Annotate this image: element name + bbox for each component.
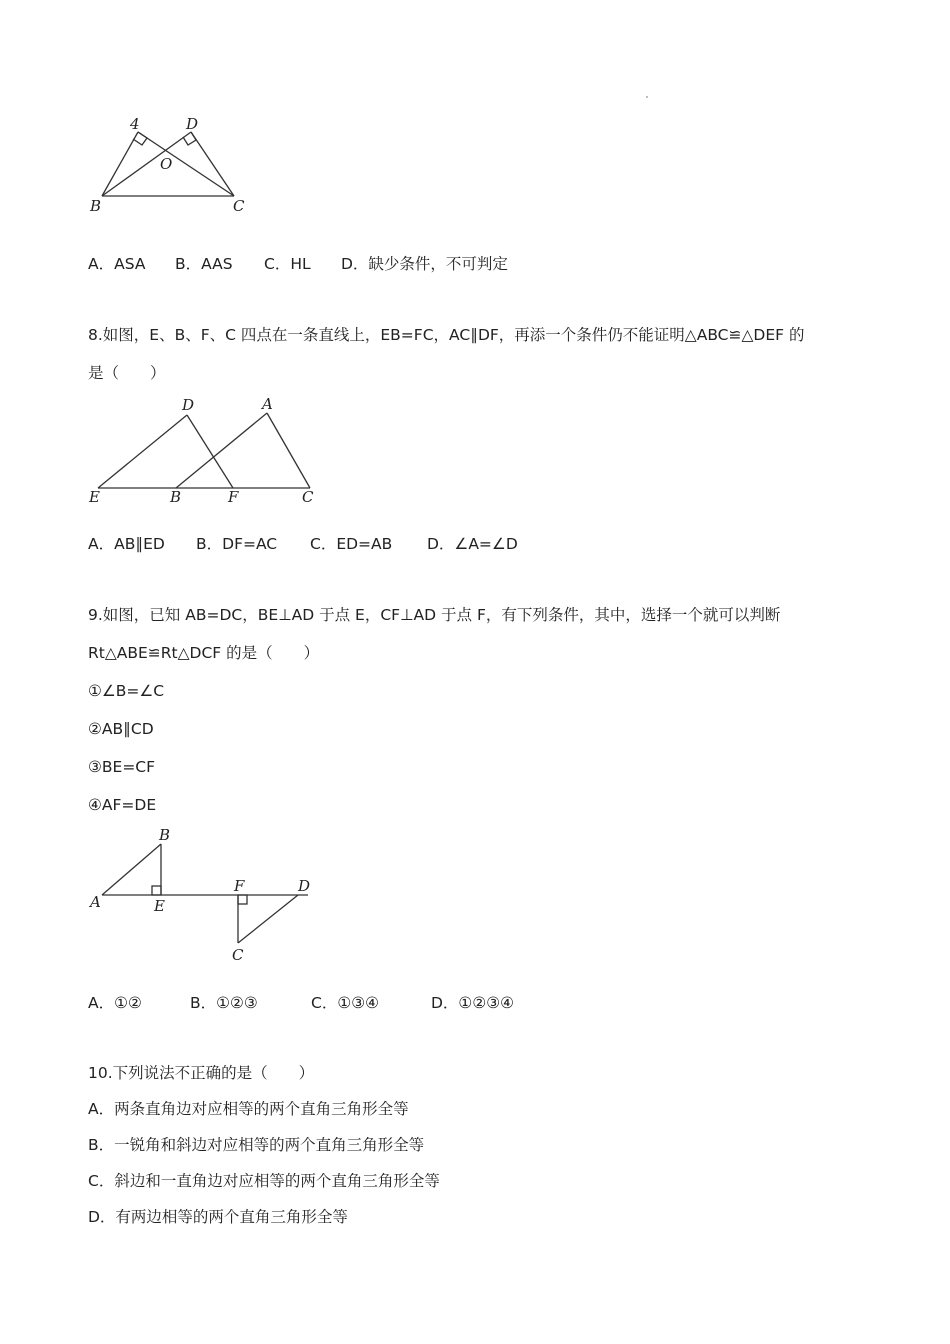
q7-option-d: D．缺少条件，不可判定 [341, 255, 508, 273]
q9-label-a: A [90, 893, 101, 911]
q9-figure [80, 822, 330, 972]
q8-label-c: C [302, 488, 314, 506]
q9-stem-line1: 9.如图，已知 AB=DC，BE⊥AD 于点 E，CF⊥AD 于点 F，有下列条件，其中，选择一个就可以判断 [88, 606, 781, 624]
q10-option-b: B．一锐角和斜边对应相等的两个直角三角形全等 [88, 1136, 425, 1154]
q7-label-c: C [233, 197, 245, 215]
q8-label-a: A [262, 395, 273, 413]
q8-option-b: B．DF=AC [196, 535, 278, 553]
q9-label-f: F [234, 877, 245, 895]
q9-condition-1: ①∠B=∠C [88, 682, 165, 700]
q9-option-c: C．①③④ [311, 994, 380, 1012]
q8-stem-line1: 8.如图，E、B、F、C 四点在一条直线上，EB=FC，AC∥DF，再添一个条件仍不能证明△ABC≌△DEF 的 [88, 326, 805, 344]
q9-label-e: E [154, 897, 165, 915]
q9-condition-4: ④AF=DE [88, 796, 157, 814]
q8-option-d: D．∠A=∠D [427, 535, 518, 553]
q7-figure [80, 110, 280, 220]
q9-label-d: D [298, 877, 311, 895]
q9-option-a: A．①② [88, 994, 142, 1012]
q8-stem-line2: 是（ ） [88, 364, 166, 382]
q10-option-c: C．斜边和一直角边对应相等的两个直角三角形全等 [88, 1172, 440, 1190]
q7-option-a: A．ASA [88, 255, 146, 273]
q9-condition-2: ②AB∥CD [88, 720, 154, 738]
q8-label-b: B [170, 488, 182, 506]
q7-label-d: D [186, 115, 199, 133]
q7-option-b: B．AAS [175, 255, 233, 273]
q9-option-d: D．①②③④ [431, 994, 515, 1012]
q7-option-c: C．HL [264, 255, 311, 273]
q9-label-c: C [232, 946, 244, 964]
q8-option-a: A．AB∥ED [88, 535, 165, 553]
q8-label-d: D [182, 396, 195, 414]
q8-figure [80, 392, 330, 512]
q9-condition-3: ③BE=CF [88, 758, 156, 776]
stray-dot [646, 96, 648, 98]
q8-label-f: F [228, 488, 239, 506]
q9-option-b: B．①②③ [190, 994, 258, 1012]
q7-label-4: 4 [130, 115, 140, 133]
q10-stem: 10.下列说法不正确的是（ ） [88, 1064, 315, 1082]
q8-option-c: C．ED=AB [310, 535, 393, 553]
q7-label-b: B [90, 197, 102, 215]
q10-option-a: A．两条直角边对应相等的两个直角三角形全等 [88, 1100, 409, 1118]
q7-label-o: O [160, 155, 173, 173]
q8-label-e: E [89, 488, 100, 506]
q9-stem-line2: Rt△ABE≌Rt△DCF 的是（ ） [88, 644, 320, 662]
q10-option-d: D．有两边相等的两个直角三角形全等 [88, 1208, 348, 1226]
q9-label-b: B [159, 826, 171, 844]
